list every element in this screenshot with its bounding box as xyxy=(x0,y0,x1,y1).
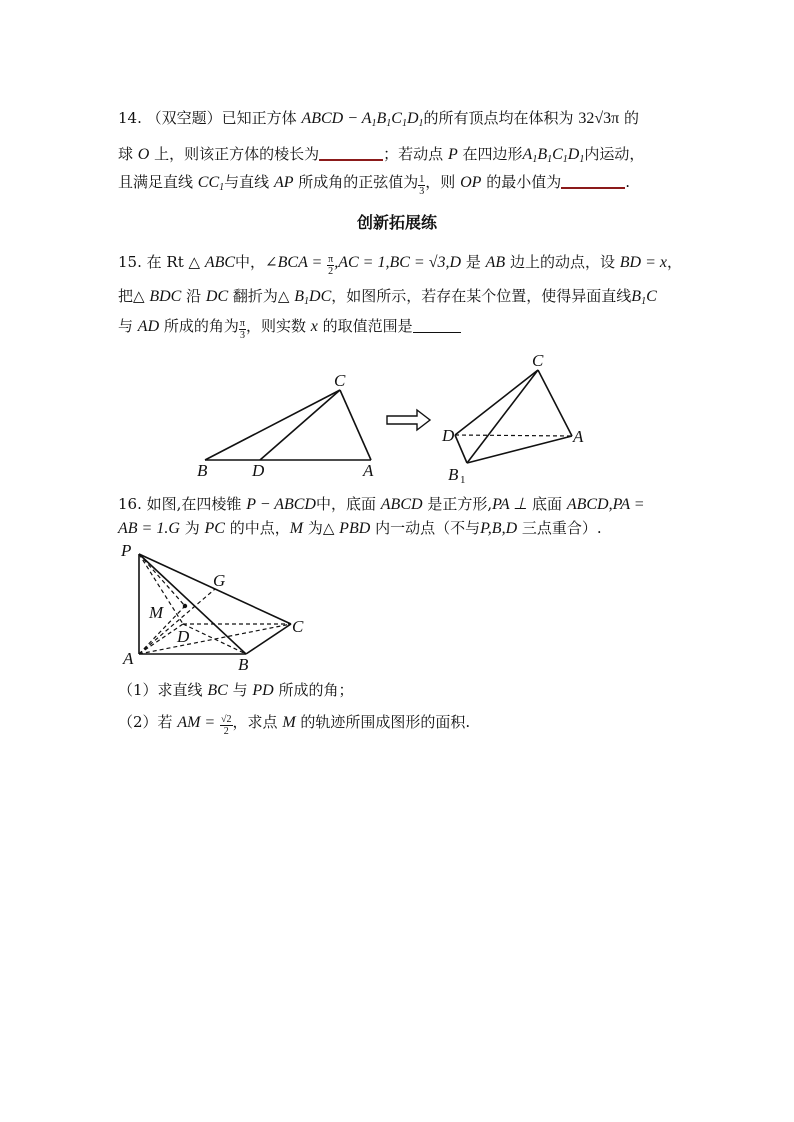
q16-figure xyxy=(115,536,320,674)
q16-text: 三点重合）. xyxy=(521,519,602,537)
q15-text: 边上的动点，设 xyxy=(509,253,615,271)
fraction-one-third: $\frac{1}{3}$ xyxy=(419,174,425,197)
q14-text: 已知正方体 xyxy=(221,109,297,127)
segment-ab: AB xyxy=(485,254,506,271)
fig15-segment-ca-right xyxy=(538,370,572,436)
q15-text: 翻折为△ xyxy=(232,287,290,305)
q16-math: P,B,D xyxy=(480,520,518,537)
triangle-bdc: BDC xyxy=(149,288,182,305)
q16-math: ABCD,PA = xyxy=(566,496,645,513)
q14-text: 的 xyxy=(623,109,639,127)
q15-text: 的取值范围是 xyxy=(322,317,413,335)
q16-part-1 xyxy=(118,680,353,701)
q15-text: 把△ xyxy=(118,287,145,305)
fig15-label-b: B xyxy=(197,461,208,480)
quad-a1b1c1d1: $A_1B_1C_1D_1$ xyxy=(522,146,585,165)
segment-pd: PD xyxy=(252,682,274,699)
fig15-segment-db1 xyxy=(455,435,467,463)
point-m: M xyxy=(289,520,304,537)
q15-text: 与 xyxy=(118,317,134,335)
q16-math: AB = 1.G xyxy=(118,520,180,537)
q15-figure xyxy=(195,348,605,488)
segment-op: OP xyxy=(460,174,482,191)
point-p: P xyxy=(447,146,458,163)
line-b1c: $B_1C$ xyxy=(631,288,657,307)
q15-math: ,AC = 1,BC = √3,D xyxy=(334,254,462,271)
cube-name: ABCD − $A_1B_1C_1D_1$ xyxy=(301,110,424,129)
q16-text: （1）求直线 xyxy=(118,681,203,699)
q14-text: 的所有顶点均在体积为 xyxy=(423,109,574,127)
answer-blank-2[interactable] xyxy=(561,173,625,189)
q16-text: 是正方形, xyxy=(427,495,493,513)
q16-math: PA ⊥ xyxy=(492,496,528,513)
line-ap: AP xyxy=(273,174,294,191)
q16-text: 为 xyxy=(184,519,200,537)
q14-text: 球 xyxy=(118,145,134,163)
fig15-right-label-b: B xyxy=(448,465,459,484)
fig15-segment-ca xyxy=(340,390,371,460)
fig16-label-d: D xyxy=(177,627,190,646)
q14-tag: （双空题） xyxy=(146,109,222,127)
segment-pc: PC xyxy=(204,520,225,537)
q16-text: 的轨迹所围成图形的面积. xyxy=(300,713,471,731)
triangle-abc: ABC xyxy=(204,254,236,271)
pyramid-name: P − ABCD xyxy=(246,496,316,513)
answer-blank-1[interactable] xyxy=(319,145,383,161)
q14-text: 的最小值为 xyxy=(486,173,562,191)
answer-blank-3[interactable] xyxy=(413,318,461,333)
variable-x: x xyxy=(310,318,318,335)
fig16-label-m: M xyxy=(149,603,164,622)
q16-text: 底面 xyxy=(532,495,563,513)
q14-text: 上，则该正方体的棱长为 xyxy=(154,145,320,163)
line-cc1: $CC_1$ xyxy=(197,174,225,193)
q16-math: AM = xyxy=(177,714,216,731)
fig16-label-p: P xyxy=(121,541,132,560)
fig16-label-c: C xyxy=(292,617,304,636)
q15-text: 中，∠ xyxy=(235,253,278,271)
sphere-volume: 32√3π xyxy=(578,110,620,127)
section-title: 创新拓展练 xyxy=(356,213,437,232)
fig16-label-a: A xyxy=(123,649,134,668)
q14-text: 内运动， xyxy=(584,145,645,163)
fig16-edge-bc xyxy=(246,624,291,654)
q16-number: 16. xyxy=(118,495,142,513)
q14-line-1 xyxy=(118,108,639,129)
q15-line-2 xyxy=(118,286,657,307)
fraction-root2-over-2: $\frac{√2}{2}$ xyxy=(221,714,232,737)
point-m: M xyxy=(282,714,296,731)
fraction-pi-over-2: $\frac{\pi}{2}$ xyxy=(328,254,334,277)
q14-text: 所成角的正弦值为 xyxy=(298,173,419,191)
fraction-pi-over-3: $\frac{\pi}{3}$ xyxy=(239,318,245,341)
q15-text: 在 Rt △ xyxy=(146,253,201,271)
q16-part-2 xyxy=(118,712,470,737)
q15-math: BD = x xyxy=(619,254,667,271)
q16-line-1 xyxy=(118,494,645,515)
fig15-label-d: D xyxy=(252,461,265,480)
triangle-pbd: PBD xyxy=(339,520,371,537)
q14-line-3 xyxy=(118,172,630,197)
point-o: O xyxy=(137,146,150,163)
fig15-right-label-b-sub: 1 xyxy=(460,474,466,486)
q16-text: 与 xyxy=(232,681,248,699)
fig15-label-c: C xyxy=(334,371,346,390)
segment-bc: BC xyxy=(207,682,228,699)
q16-text: 所成的角； xyxy=(278,681,354,699)
q15-text: 是 xyxy=(465,253,481,271)
q15-text: 沿 xyxy=(186,287,202,305)
q15-text: ，如图所示，若存在某个位置，使得异面直线 xyxy=(331,287,632,305)
q16-text: 为△ xyxy=(307,519,335,537)
fig15-segment-b1a xyxy=(467,436,572,463)
q15-line-3 xyxy=(118,316,461,341)
fig16-label-b: B xyxy=(238,655,249,674)
fig15-right-label-a: A xyxy=(573,427,584,446)
q16-text: （2）若 xyxy=(118,713,173,731)
q14-number: 14. xyxy=(118,109,142,127)
segment-ad: AD xyxy=(137,318,160,335)
fig15-label-a: A xyxy=(363,461,374,480)
fig16-point-m xyxy=(183,604,187,608)
triangle-b1dc: $B_1DC$ xyxy=(294,288,332,307)
q14-text: 且满足直线 xyxy=(118,173,194,191)
q14-text: 在四边形 xyxy=(462,145,523,163)
fig15-segment-da-hidden xyxy=(455,435,572,436)
q16-text: 中，底面 xyxy=(315,495,376,513)
fig15-right-label-d: D xyxy=(442,426,455,445)
q15-text: ， xyxy=(666,253,682,271)
base-abcd: ABCD xyxy=(380,496,423,513)
q14-text: ；若动点 xyxy=(383,145,444,163)
fig16-edge-db-hidden xyxy=(183,624,246,654)
q15-text: 所成的角为 xyxy=(163,317,239,335)
angle-bca: BCA = xyxy=(277,254,323,271)
q16-text: 内一动点（不与 xyxy=(375,519,481,537)
fig15-right-label-c: C xyxy=(532,351,544,370)
q16-text: ，求点 xyxy=(232,713,278,731)
q15-line-1 xyxy=(118,252,682,277)
segment-dc: DC xyxy=(205,288,229,305)
q14-line-2 xyxy=(118,144,644,165)
q15-number: 15. xyxy=(118,253,142,271)
q16-text: 的中点， xyxy=(229,519,290,537)
q14-text: 与直线 xyxy=(224,173,270,191)
q15-text: ，则实数 xyxy=(245,317,306,335)
q16-text: 如图,在四棱锥 xyxy=(146,495,242,513)
fig16-segment-pm-hidden xyxy=(139,554,185,606)
arrow-icon xyxy=(387,410,430,430)
q14-text: ，则 xyxy=(425,173,456,191)
q14-text: . xyxy=(625,173,630,191)
fig16-label-g: G xyxy=(213,571,226,590)
